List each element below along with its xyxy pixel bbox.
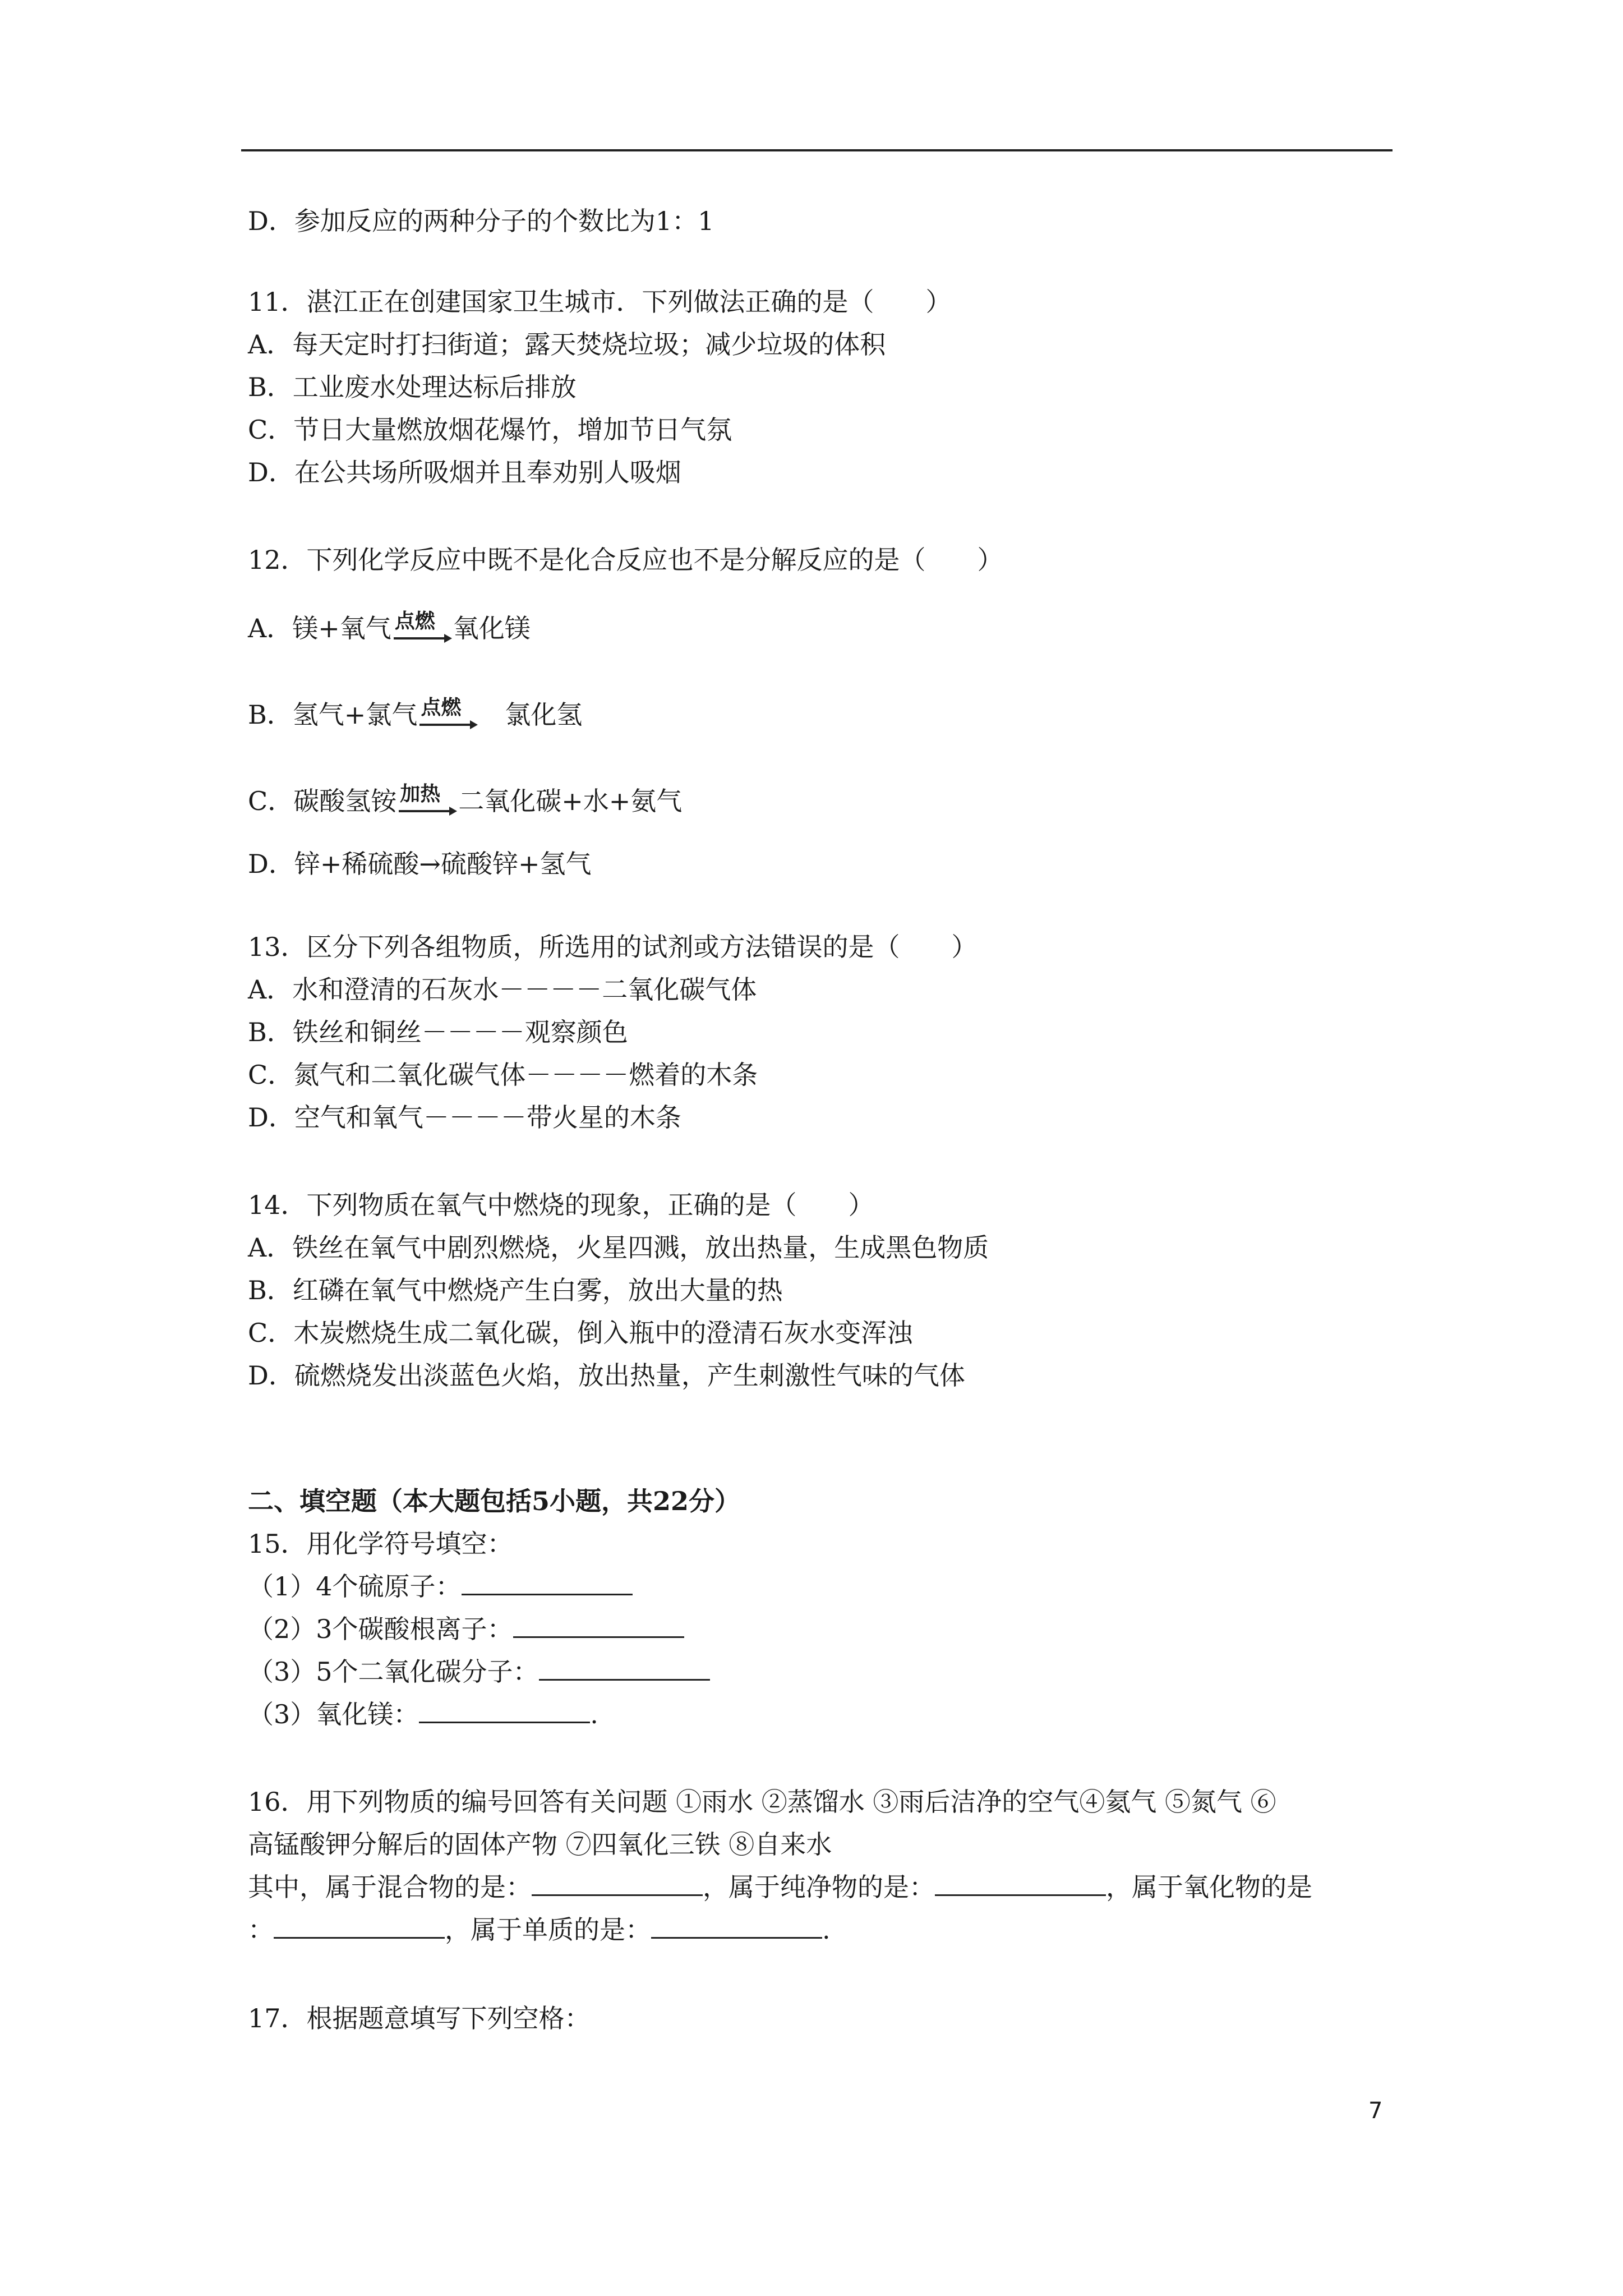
q15-stem: 15．用化学符号填空： (248, 1529, 513, 1559)
answer-blank[interactable] (274, 1915, 445, 1939)
q15-item-2-label: （2）3个碳酸根离子： (248, 1614, 513, 1644)
reaction-arrow (396, 783, 458, 820)
arrow-head-icon (449, 807, 457, 816)
q13-option-a: A．水和澄清的石灰水－－－－二氧化碳气体 (248, 974, 757, 1005)
q11-stem: 11．湛江正在创建国家卫生城市．下列做法正确的是（ ） (248, 287, 952, 317)
q14-option-d: D．硫燃烧发出淡蓝色火焰，放出热量，产生刺激性气味的气体 (248, 1360, 965, 1391)
arrow-shaft (399, 810, 453, 812)
q12-option-d: D．锌+稀硫酸→硫酸锌+氢气 (248, 849, 592, 879)
q12-c-products: 二氧化碳+水+氨气 (458, 786, 683, 816)
q12-option-b (248, 698, 582, 734)
q12-b-reactants: B．氢气+氯气 (248, 700, 418, 730)
page-number: 7 (1368, 2098, 1383, 2124)
answer-blank[interactable] (419, 1699, 590, 1723)
answer-blank[interactable] (513, 1614, 684, 1638)
q15-item-1-label: （1）4个硫原子： (248, 1571, 462, 1602)
q12-stem: 12．下列化学反应中既不是化合反应也不是分解反应的是（ ） (248, 545, 1003, 575)
q16-answer-line-1 (248, 1870, 1312, 1904)
q16-stem-line-1: 16．用下列物质的编号回答有关问题 ①雨水 ②蒸馏水 ③雨后洁净的空气④氦气 ⑤氮气 ⑥ (248, 1787, 1276, 1817)
q15-item-4 (248, 1697, 598, 1731)
q15-item-2 (248, 1612, 684, 1646)
q16-answer-line-2 (248, 1913, 831, 1947)
q12-b-products: 氯化氢 (479, 700, 583, 730)
arrow-shaft (419, 724, 473, 726)
reaction-arrow (417, 696, 479, 734)
reaction-condition: 点燃 (421, 696, 462, 719)
reaction-condition: 点燃 (394, 610, 435, 633)
q14-option-a: A．铁丝在氧气中剧烈燃烧，火星四溅，放出热量，生成黑色物质 (248, 1232, 989, 1263)
q14-stem: 14．下列物质在氧气中燃烧的现象，正确的是（ ） (248, 1190, 874, 1220)
q10-option-d: D．参加反应的两种分子的个数比为1：1 (248, 206, 714, 236)
q14-option-c: C．木炭燃烧生成二氧化碳，倒入瓶中的澄清石灰水变浑浊 (248, 1318, 913, 1348)
q14-option-b: B．红磷在氧气中燃烧产生白雾，放出大量的热 (248, 1275, 783, 1305)
q17-stem: 17．根据题意填写下列空格： (248, 2003, 591, 2033)
q13-stem: 13．区分下列各组物质，所选用的试剂或方法错误的是（ ） (248, 932, 978, 962)
arrow-head-icon (444, 634, 452, 643)
header-rule (241, 149, 1393, 151)
q11-option-a: A．每天定时打扫街道；露天焚烧垃圾；减少垃圾的体积 (248, 329, 886, 360)
q16-oxide-label: ，属于氧化物的是 (1106, 1872, 1312, 1902)
q11-option-c: C．节日大量燃放烟花爆竹，增加节日气氛 (248, 415, 732, 445)
q12-option-a (248, 611, 531, 647)
answer-blank[interactable] (651, 1915, 822, 1939)
arrow-head-icon (470, 720, 478, 729)
q11-option-d: D．在公共场所吸烟并且奉劝别人吸烟 (248, 457, 681, 487)
q12-a-products: 氧化镁 (453, 613, 531, 643)
section-title: 二、填空题（本大题包括5小题，共22分） (248, 1486, 741, 1516)
arrow-shaft (394, 637, 448, 639)
q12-option-c (248, 784, 682, 820)
answer-blank[interactable] (462, 1571, 633, 1595)
q15-item-4-end: . (590, 1699, 598, 1729)
q16-stem-line-2: 高锰酸钾分解后的固体产物 ⑦四氧化三铁 ⑧自来水 (248, 1829, 832, 1860)
q16-end: . (822, 1915, 831, 1945)
q13-option-d: D．空气和氧气－－－－带火星的木条 (248, 1102, 681, 1133)
q15-item-3 (248, 1655, 710, 1688)
reaction-arrow (391, 610, 453, 647)
q12-c-reactants: C．碳酸氢铵 (248, 786, 397, 816)
q13-option-b: B．铁丝和铜丝－－－－观察颜色 (248, 1017, 628, 1047)
q15-item-1 (248, 1570, 633, 1603)
answer-blank[interactable] (532, 1872, 703, 1896)
q16-mixture-label: 其中，属于混合物的是： (248, 1872, 532, 1902)
q16-colon: ： (248, 1915, 274, 1945)
answer-blank[interactable] (935, 1872, 1106, 1896)
reaction-condition: 加热 (400, 783, 441, 806)
q13-option-c: C．氮气和二氧化碳气体－－－－燃着的木条 (248, 1060, 758, 1090)
q15-item-4-label: （3）氧化镁： (248, 1699, 419, 1729)
q16-element-label: ，属于单质的是： (445, 1915, 651, 1945)
q16-pure-label: ，属于纯净物的是： (703, 1872, 935, 1902)
q12-a-reactants: A．镁+氧气 (248, 613, 391, 643)
q15-item-3-label: （3）5个二氧化碳分子： (248, 1657, 539, 1687)
q11-option-b: B．工业废水处理达标后排放 (248, 372, 577, 402)
answer-blank[interactable] (539, 1657, 710, 1681)
